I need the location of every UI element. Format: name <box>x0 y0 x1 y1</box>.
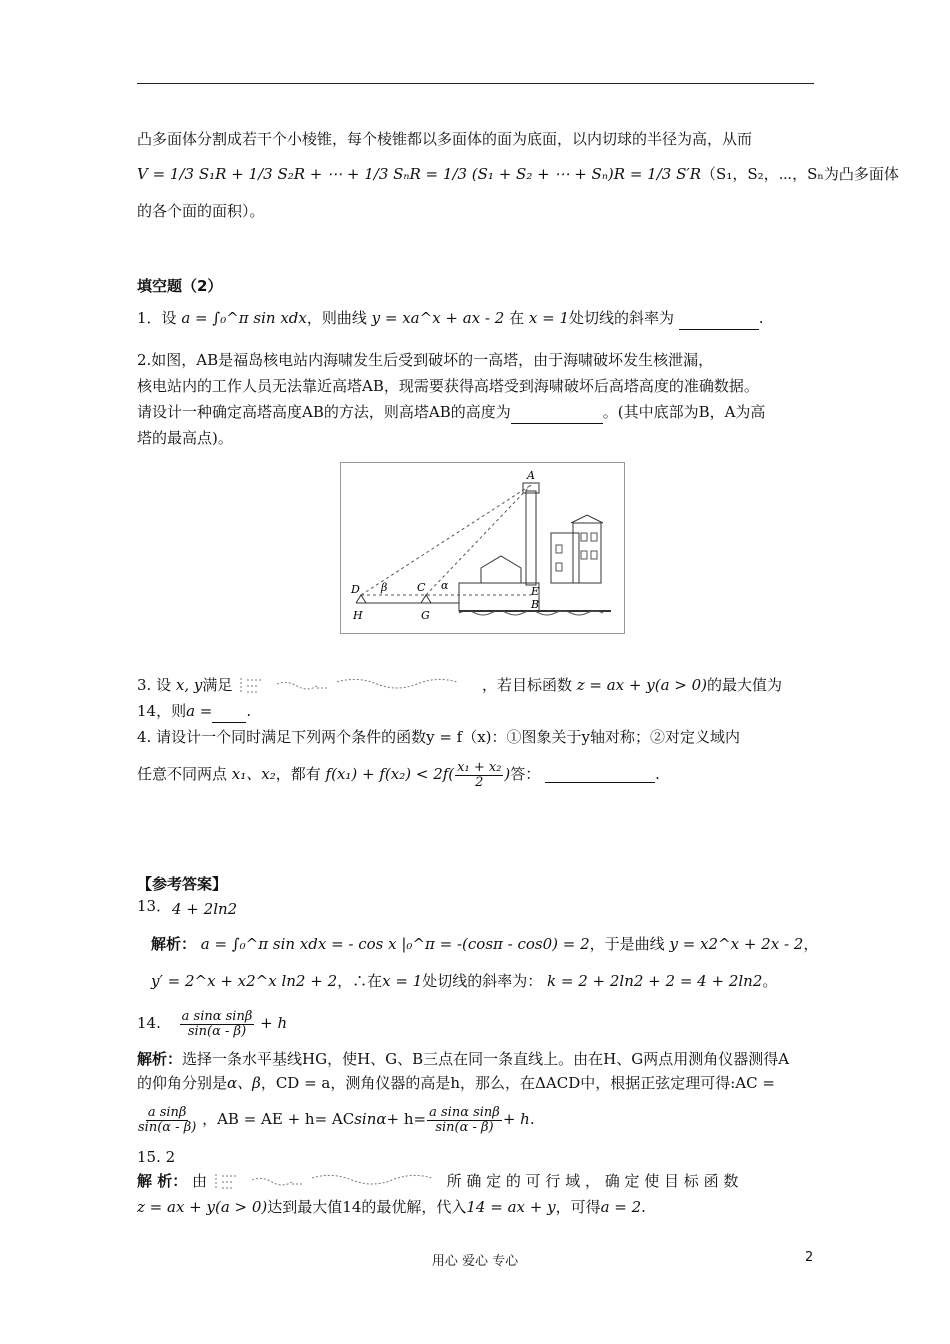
a13-exp-2f: 。 <box>762 972 778 990</box>
q4-end: . <box>655 765 660 783</box>
a14-exp-2e: ACD中，根据正弦定理可得:AC = <box>545 1074 775 1092</box>
label-c: C <box>417 581 426 594</box>
header-rule <box>137 83 814 84</box>
window-4 <box>591 551 597 559</box>
a14-exp-3a: ，AB = AE + h= AC <box>202 1110 355 1128</box>
label-g: G <box>421 609 430 622</box>
q4-line-2b: ，都有 <box>275 765 321 783</box>
label-h: H <box>353 609 363 622</box>
q4-answer-label: 答： <box>510 765 541 783</box>
a14-exp-2a: 的仰角分别是 <box>137 1074 228 1092</box>
a14-f1 <box>138 1106 196 1135</box>
a15-exp-2a: z = ax + y(a > 0) <box>137 1198 268 1216</box>
q4-inequality-end: ) <box>504 765 511 783</box>
a14-f1-den: sin(α - β) <box>138 1119 197 1135</box>
a15-exp-2e: a = 2. <box>600 1198 646 1216</box>
answer-15-explanation-2 <box>137 1196 646 1218</box>
window-6 <box>556 563 562 571</box>
answer-13-value: 4 + 2ln2 <box>172 900 238 918</box>
a13-exp-1b: ，于是曲线 <box>589 935 665 953</box>
a14-exp-3d: + h <box>502 1110 530 1128</box>
label-alpha: α <box>441 579 449 592</box>
answers-title: 【参考答案】 <box>137 875 228 893</box>
answer-14-explanation-3 <box>137 1096 535 1142</box>
q4-fraction-num: x₁ + x₂ <box>457 759 502 775</box>
q1-text-2: 在 <box>509 309 525 327</box>
answer-14-explanation-1 <box>137 1048 789 1070</box>
q1-end: . <box>758 309 764 327</box>
q3-expr: z = ax + y(a > 0) <box>576 676 708 694</box>
q2-line-2: 核电站内的工作人员无法靠近高塔AB，现需要获得高塔受到海啸破坏后高塔高度的准确数据。 <box>137 377 759 395</box>
window-5 <box>556 545 562 553</box>
a14-exp-2b: α、β <box>227 1074 261 1092</box>
q4-answer-blank <box>545 766 655 783</box>
tower-figure <box>340 462 625 634</box>
instrument-c <box>421 595 431 603</box>
question-1 <box>137 307 764 330</box>
q3-answer-blank <box>212 700 246 723</box>
a14-exp-3e: . <box>529 1110 535 1128</box>
q4-fraction-den: 2 <box>475 774 484 790</box>
tower-shaft <box>526 491 536 585</box>
a13-exp-2d: 处切线的斜率为： <box>422 972 543 990</box>
q4-line-2a: 任意不同两点 <box>137 765 228 783</box>
instrument-d <box>356 595 366 603</box>
a13-exp-label: 解析： <box>151 935 197 953</box>
a14-num: a sinα sinβ <box>181 1008 253 1024</box>
q1-text-3: 处切线的斜率为 <box>569 309 675 327</box>
answer-15-explanation-1 <box>137 1170 738 1192</box>
window-3 <box>581 551 587 559</box>
q4-line-1: 4. 请设计一个同时满足下列两个条件的函数y = f（x)：①图象关于y轴对称；②对定义域内 <box>137 728 740 746</box>
a13-exp-2e: k = 2 + 2ln2 + 2 = 4 + 2ln2 <box>547 972 763 990</box>
q4-inequality: f(x₁) + f(x₂) < 2f( <box>325 765 455 783</box>
q3-line-2b: a = <box>186 702 213 720</box>
a14-den: sin(α - β) <box>187 1023 247 1039</box>
a13-exp-1d: ， <box>803 935 819 953</box>
label-a: A <box>527 469 535 482</box>
q4-points: x₁、x₂ <box>231 765 276 783</box>
q2-line-4: 塔的最高点)。 <box>137 429 233 447</box>
a13-exp-1c: y = x2^x + 2x - 2 <box>669 935 804 953</box>
q3-label: 3. 设 <box>137 676 172 694</box>
q2-line-3b: 。(其中底部为B，A为高 <box>602 403 766 421</box>
a14-f2-num: a sinα sinβ <box>429 1104 500 1120</box>
q3-text-1: 满足 <box>202 676 233 694</box>
a15-exp-1b: 所 确 定 的 可 行 域 ， 确 定 使 目 标 函 数 <box>446 1172 739 1190</box>
page-footer: 用心 爱心 专心 <box>431 1254 519 1269</box>
a15-exp-2c: 14 = ax + y <box>466 1198 556 1216</box>
q1-answer-blank <box>679 307 759 330</box>
answer-14-label: 14. <box>137 1014 161 1032</box>
platform <box>459 583 539 611</box>
q1-expr-1: a = ∫₀^π sin xdx <box>181 309 307 327</box>
building-1 <box>551 533 579 583</box>
a14-exp-3b: sinα <box>354 1110 387 1128</box>
answer-13-label: 13． <box>137 897 172 915</box>
a14-tail: + h <box>260 1014 288 1032</box>
a13-exp-2c: x = 1 <box>382 972 423 990</box>
a14-exp-2c: ，CD = a，测角仪器的高是h，那么，在 <box>260 1074 536 1092</box>
a14-exp-label: 解析： <box>137 1050 183 1068</box>
a13-exp-2a: y′ = 2^x + x2^x ln2 + 2 <box>151 972 338 990</box>
window-2 <box>591 533 597 541</box>
intro-formula: V = 1/3 S₁R + 1/3 S₂R + ⋯ + 1/3 SₙR = 1/3 (S₁ + S₂ + ⋯ + Sₙ)R = 1/3 S′R <box>137 165 702 183</box>
a13-exp-2b: ，∴在 <box>337 972 383 990</box>
a14-f1-num: a sinβ <box>147 1104 187 1120</box>
q3-line-2a: 14，则 <box>137 702 187 720</box>
a14-f2 <box>427 1106 502 1135</box>
question-3 <box>137 674 782 696</box>
a14-exp-1: 选择一条水平基线HG，使H、G、B三点在同一条直线上。由在H、G两点用测角仪器测得A <box>182 1050 790 1068</box>
intro-formula-tail: （S₁，S₂，⋯，Sₙ为凸多面体 <box>701 165 899 183</box>
section-title: 填空题（2） <box>137 277 223 295</box>
q2-line-3 <box>137 401 765 424</box>
intro-formula-line <box>137 160 899 188</box>
q2-line-3a: 请设计一种确定高塔高度AB的方法，则高塔AB的高度为 <box>137 403 511 421</box>
q4-fraction <box>455 761 503 790</box>
label-b: B <box>531 598 540 611</box>
q2-line-1: 2.如图，AB是福岛核电站内海啸发生后受到破坏的一高塔，由于海啸破坏发生核泄漏， <box>137 351 714 369</box>
answer-14-explanation-2 <box>137 1072 775 1094</box>
a14-exp-2d: Δ <box>535 1074 546 1092</box>
label-beta: β <box>381 581 388 594</box>
window-1 <box>581 533 587 541</box>
answer-13-explanation-1 <box>151 933 818 955</box>
answer-13-explanation-2 <box>151 970 777 992</box>
q4-line-2 <box>137 754 660 794</box>
a15-constraint-image <box>212 1172 442 1192</box>
a13-exp-1: a = ∫₀^π sin xdx = - cos x |₀^π = -(cosπ - cos0) = 2 <box>200 935 590 953</box>
answer-15-label: 15. 2 <box>137 1148 176 1166</box>
intro-line-3: 的各个面的面积）。 <box>137 202 265 220</box>
page-number: 2 <box>805 1250 814 1265</box>
a15-exp-1a: 由 <box>192 1172 208 1190</box>
answer-14 <box>137 1000 287 1046</box>
q1-expr-2: y = xa^x + ax - 2 <box>371 309 505 327</box>
label-e: E <box>531 585 540 598</box>
a14-fraction <box>180 1010 255 1039</box>
house <box>481 556 521 583</box>
building-roof <box>571 515 603 523</box>
q3-text-3: 的最大值为 <box>707 676 783 694</box>
q3-vars: x, y <box>175 676 203 694</box>
intro-line-1: 凸多面体分割成若干个小棱锥，每个棱锥都以多面体的面为底面，以内切球的半径为高，从而 <box>137 130 753 148</box>
a15-exp-2d: ，可得 <box>555 1198 601 1216</box>
label-d: D <box>351 583 360 596</box>
q1-expr-3: x = 1 <box>528 309 569 327</box>
q2-answer-blank <box>511 401 603 424</box>
a14-exp-3c: + h= <box>386 1110 427 1128</box>
q1-text-1: ，则曲线 <box>306 309 367 327</box>
a15-exp-2b: 达到最大值14的最优解，代入 <box>267 1198 467 1216</box>
q3-line-2 <box>137 700 251 723</box>
q1-label: 1．设 <box>137 309 177 327</box>
tower-diagram <box>341 463 624 633</box>
q3-text-2: ，若目标函数 <box>481 676 572 694</box>
a15-exp-label: 解 析： <box>137 1172 188 1190</box>
q3-end: . <box>246 702 252 720</box>
q3-constraint-image <box>237 676 477 696</box>
a14-f2-den: sin(α - β) <box>435 1119 494 1135</box>
